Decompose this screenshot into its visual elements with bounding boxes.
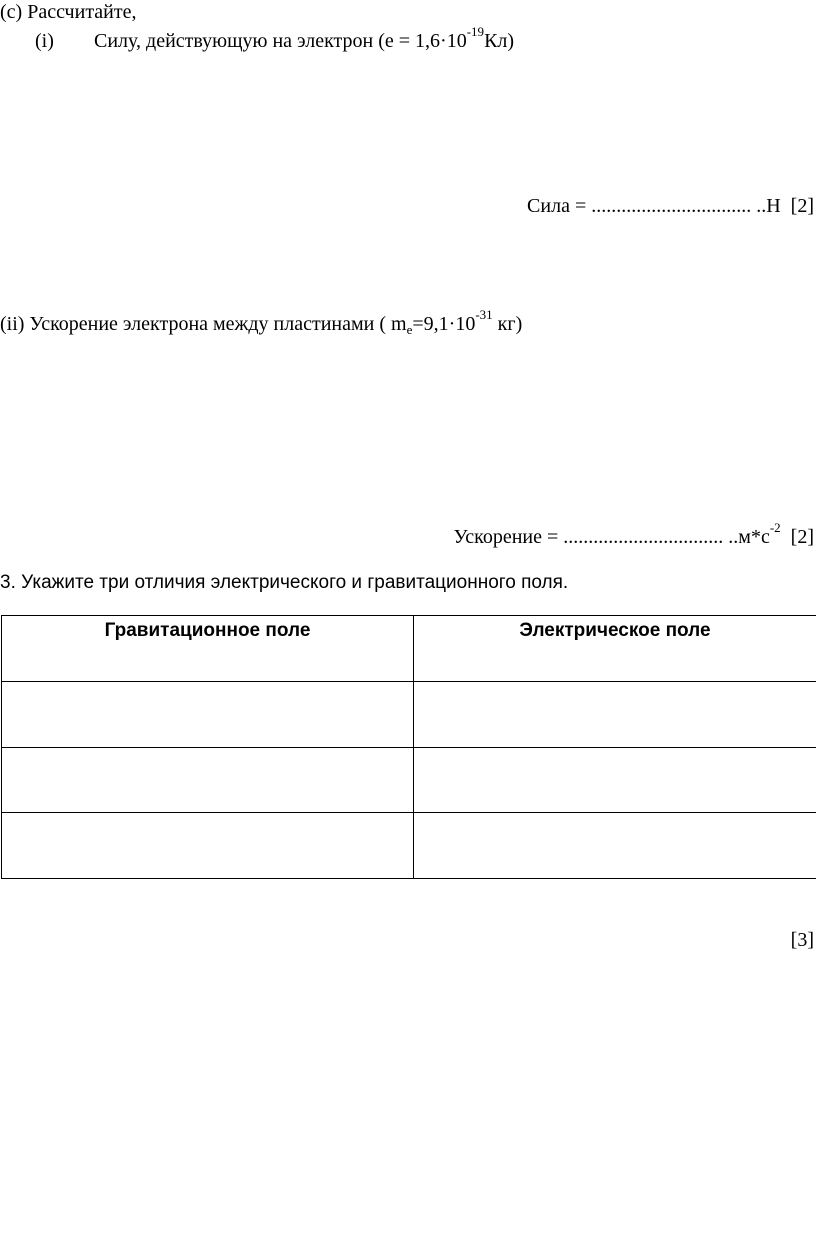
question-i-label: (i) bbox=[35, 30, 54, 52]
accel-answer: Ускорение = ................................ ..м*с bbox=[453, 526, 770, 548]
mass-subscript: e bbox=[406, 322, 413, 337]
header-electric: Электрическое поле bbox=[414, 616, 816, 682]
header-gravitational: Гравитационное поле bbox=[2, 616, 414, 682]
part-c-heading-text: (c) Рассчитайте, bbox=[0, 1, 137, 23]
charge-exponent: -19 bbox=[466, 24, 485, 39]
table-cell[interactable] bbox=[2, 813, 414, 879]
table-cell[interactable] bbox=[414, 681, 816, 747]
accel-exponent: -2 bbox=[769, 520, 781, 535]
force-answer: Сила = ................................ ..Н bbox=[527, 195, 781, 217]
question-i-text bbox=[94, 24, 515, 52]
question-i-main: Силу, действующую на электрон (е = 1,6·10 bbox=[94, 30, 467, 52]
question-ii-text-start: (ii) Ускорение электрона между пластинами ( m bbox=[0, 313, 407, 335]
table-header-row bbox=[2, 616, 816, 682]
question-ii bbox=[0, 307, 523, 337]
table-row bbox=[2, 747, 816, 813]
question-3-text: 3. Укажите три отличия электрического и гравитационного поля. bbox=[0, 572, 569, 593]
mass-exponent: -31 bbox=[475, 307, 493, 322]
question-3 bbox=[0, 573, 568, 592]
question-ii-text-mid: =9,1·10 bbox=[412, 313, 476, 335]
question-3-marks bbox=[791, 930, 814, 950]
question-3-marks-text: [3] bbox=[790, 929, 814, 951]
table-cell[interactable] bbox=[2, 681, 414, 747]
accel-marks: [2] bbox=[790, 526, 814, 548]
part-c-heading bbox=[0, 2, 137, 22]
charge-unit: Кл) bbox=[484, 30, 515, 52]
table-cell[interactable] bbox=[414, 813, 816, 879]
comparison-table bbox=[1, 615, 816, 879]
mass-unit: кг) bbox=[492, 313, 523, 335]
question-i bbox=[35, 31, 54, 51]
force-answer-line bbox=[527, 196, 814, 216]
accel-answer-line bbox=[453, 520, 814, 548]
table-row bbox=[2, 813, 816, 879]
table-cell[interactable] bbox=[2, 747, 414, 813]
table-row bbox=[2, 681, 816, 747]
table-cell[interactable] bbox=[414, 747, 816, 813]
force-marks: [2] bbox=[790, 195, 814, 217]
